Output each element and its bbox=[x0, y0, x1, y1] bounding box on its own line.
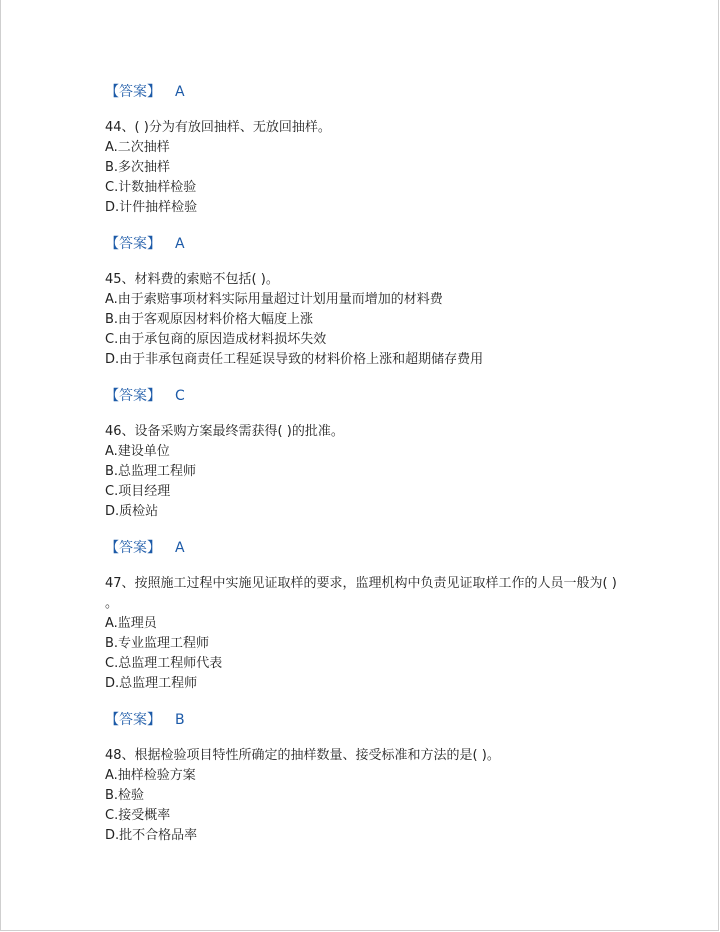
answer-letter: C bbox=[175, 388, 185, 404]
question-stem-line-1: 47、按照施工过程中实施见证取样的要求，监理机构中负责见证取样工作的人员一般为( ) bbox=[105, 576, 617, 591]
option-b: B.由于客观原因材料价格大幅度上涨 bbox=[105, 312, 314, 327]
question-stem: 44、( )分为有放回抽样、无放回抽样。 bbox=[105, 120, 331, 135]
question-stem-line-2: 。 bbox=[105, 596, 119, 611]
option-b: B.专业监理工程师 bbox=[105, 636, 210, 651]
question-stem: 45、材料费的索赔不包括( )。 bbox=[105, 272, 279, 287]
answer-line bbox=[105, 708, 625, 732]
question-44 bbox=[105, 118, 625, 218]
option-c: C.由于承包商的原因造成材料损坏失效 bbox=[105, 332, 327, 347]
answer-letter: A bbox=[175, 236, 185, 252]
option-a: A.二次抽样 bbox=[105, 140, 170, 155]
option-d: D.计件抽样检验 bbox=[105, 200, 198, 215]
answer-letter: B bbox=[175, 712, 185, 728]
option-d: D.批不合格品率 bbox=[105, 828, 198, 843]
question-47 bbox=[105, 574, 625, 694]
answer-letter: A bbox=[175, 84, 185, 100]
option-c: C.项目经理 bbox=[105, 484, 171, 499]
answer-bracket: 【答案】 bbox=[105, 236, 161, 252]
question-stem: 48、根据检验项目特性所确定的抽样数量、接受标准和方法的是( )。 bbox=[105, 748, 500, 763]
question-48 bbox=[105, 746, 625, 846]
question-46 bbox=[105, 422, 625, 522]
answer-line bbox=[105, 232, 625, 256]
answer-bracket: 【答案】 bbox=[105, 540, 161, 556]
option-d: D.由于非承包商责任工程延误导致的材料价格上涨和超期储存费用 bbox=[105, 352, 484, 367]
option-a: A.由于索赔事项材料实际用量超过计划用量而增加的材料费 bbox=[105, 292, 443, 307]
option-d: D.总监理工程师 bbox=[105, 676, 198, 691]
option-c: C.接受概率 bbox=[105, 808, 171, 823]
option-a: A.监理员 bbox=[105, 616, 157, 631]
option-d: D.质检站 bbox=[105, 504, 159, 519]
question-45 bbox=[105, 270, 625, 370]
option-c: C.总监理工程师代表 bbox=[105, 656, 223, 671]
answer-bracket: 【答案】 bbox=[105, 712, 161, 728]
option-a: A.建设单位 bbox=[105, 444, 170, 459]
answer-line bbox=[105, 80, 625, 104]
option-b: B.总监理工程师 bbox=[105, 464, 197, 479]
answer-line bbox=[105, 536, 625, 560]
option-b: B.检验 bbox=[105, 788, 145, 803]
option-a: A.抽样检验方案 bbox=[105, 768, 196, 783]
answer-bracket: 【答案】 bbox=[105, 84, 161, 100]
answer-letter: A bbox=[175, 540, 185, 556]
option-b: B.多次抽样 bbox=[105, 160, 171, 175]
option-c: C.计数抽样检验 bbox=[105, 180, 197, 195]
answer-line bbox=[105, 384, 625, 408]
question-stem: 46、设备采购方案最终需获得( )的批准。 bbox=[105, 424, 344, 439]
document-content bbox=[105, 80, 625, 846]
answer-bracket: 【答案】 bbox=[105, 388, 161, 404]
